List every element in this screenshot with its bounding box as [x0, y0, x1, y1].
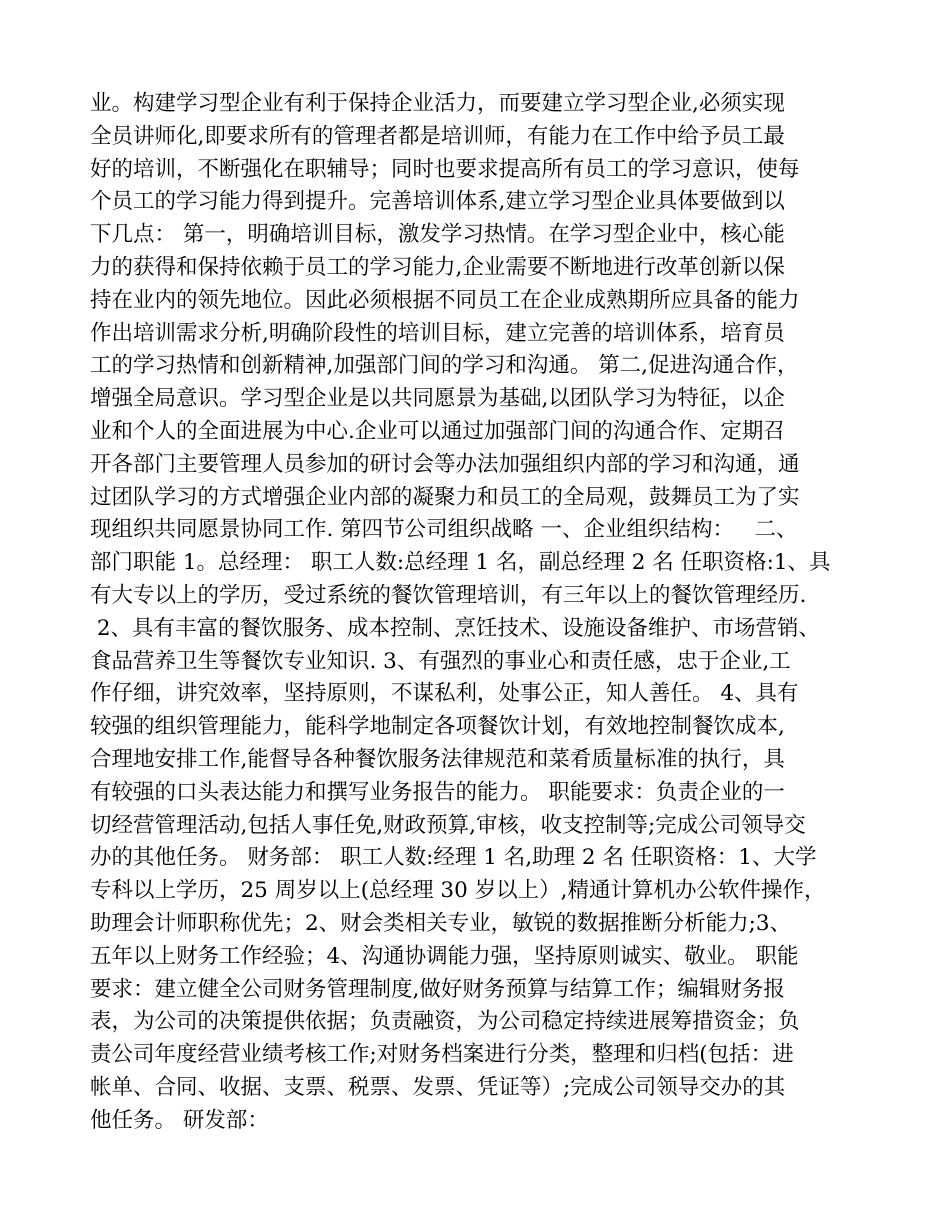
- text-line: 助理会计师职称优先；2、财会类相关专业，敏锐的数据推断分析能力;3、: [90, 910, 792, 936]
- text-line: 开各部门主要管理人员参加的研讨会等办法加强组织内部的学习和沟通，通: [90, 451, 800, 477]
- text-line: 过团队学习的方式增强企业内部的凝聚力和员工的全局观，鼓舞员工为了实: [90, 484, 800, 510]
- text-line: 作仔细，讲究效率，坚持原则，不谋私利，处事公正，知人善任。 4、具有: [90, 681, 799, 707]
- text-line: 办的其他任务。 财务部： 职工人数:经理 1 名,助理 2 名 任职资格：1、大学: [90, 845, 817, 871]
- text-line: 较强的组织管理能力，能科学地制定各项餐饮计划，有效地控制餐饮成本,: [90, 714, 785, 740]
- text-line: 要求：建立健全公司财务管理制度,做好财务预算与结算工作；编辑财务报: [90, 976, 785, 1002]
- text-line: 帐单、合同、收据、支票、税票、发票、凭证等）;完成公司领导交办的其: [90, 1074, 786, 1100]
- text-line: 责公司年度经营业绩考核工作;对财务档案进行分类，整理和归档(包括：进: [90, 1042, 794, 1068]
- text-line: 2、具有丰富的餐饮服务、成本控制、烹饪技术、设施设备维护、市场营销、: [90, 615, 821, 641]
- text-line: 个员工的学习能力得到提升。完善培训体系,建立学习型企业具体要做到以: [90, 189, 785, 215]
- text-line: 作出培训需求分析,明确阶段性的培训目标，建立完善的培训体系，培育员: [90, 320, 785, 346]
- text-line: 增强全局意识。学习型企业是以共同愿景为基础,以团队学习为特征，以企: [90, 386, 785, 412]
- text-line: 专科以上学历，25 周岁以上(总经理 30 岁以上）,精通计算机办公软件操作，: [90, 878, 826, 904]
- text-line: 业。构建学习型企业有利于保持企业活力，而要建立学习型企业,必须实现: [90, 91, 785, 116]
- text-line: 食品营养卫生等餐饮专业知识. 3、有强烈的事业心和责任感，忠于企业,工: [90, 648, 791, 674]
- text-line: 他任务。 研发部：: [90, 1107, 269, 1133]
- body-text: [90, 88, 880, 1138]
- text-line: 下几点： 第一，明确培训目标，激发学习热情。在学习型企业中，核心能: [90, 222, 785, 248]
- text-line: 合理地安排工作,能督导各种餐饮服务法律规范和菜肴质量标准的执行，具: [90, 746, 785, 772]
- text-line: 有较强的口头表达能力和撰写业务报告的能力。 职能要求：负责企业的一: [90, 779, 785, 805]
- text-line: 切经营管理活动,包括人事任免,财政预算,审核，收支控制等;完成公司领导交: [90, 812, 806, 838]
- text-line: 工的学习热情和创新精神,加强部门间的学习和沟通。 第二,促进沟通合作，: [90, 353, 799, 379]
- text-line: 五年以上财务工作经验；4、沟通协调能力强，坚持原则诚实、敬业。 职能: [90, 943, 799, 969]
- text-line: 全员讲师化,即要求所有的管理者都是培训师，有能力在工作中给予员工最: [90, 123, 785, 149]
- text-line: 业和个人的全面进展为中心.企业可以通过加强部门间的沟通合作、定期召: [90, 418, 785, 444]
- text-line: 好的培训，不断强化在职辅导；同时也要求提高所有员工的学习意识，使每: [90, 156, 800, 182]
- text-line: 表，为公司的决策提供依据；负责融资，为公司稳定持续进展筹措资金；负: [90, 1009, 800, 1035]
- text-line: 持在业内的领先地位。因此必须根据不同员工在企业成熟期所应具备的能力: [90, 287, 800, 313]
- text-line: 部门职能 1。总经理： 职工人数:总经理 1 名，副总经理 2 名 任职资格:1、具: [90, 550, 831, 576]
- text-line: 力的获得和保持依赖于员工的学习能力,企业需要不断地进行改革创新以保: [90, 254, 785, 280]
- text-line: 有大专以上的学历，受过系统的餐饮管理培训，有三年以上的餐饮管理经历.: [90, 582, 807, 608]
- text-line: 现组织共同愿景协同工作. 第四节公司组织战略 一、企业组织结构： 二、: [90, 517, 798, 543]
